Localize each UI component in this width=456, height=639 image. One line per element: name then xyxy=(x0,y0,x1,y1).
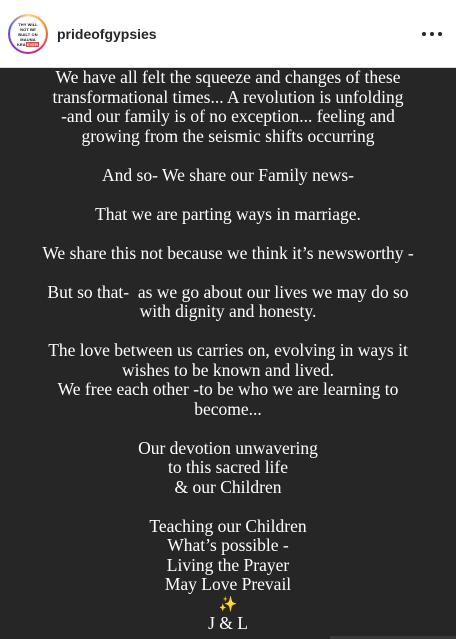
dot xyxy=(430,32,434,36)
post-text-line: Teaching our Children xyxy=(149,515,307,536)
avatar[interactable] xyxy=(8,14,48,54)
post-text-line: But so that- as we go about our lives we may do so xyxy=(47,281,409,302)
post-text-line: We free each other -to be who we are learning to xyxy=(57,379,399,399)
sparkles-icon: ✨ xyxy=(218,594,238,613)
post-text-line: transformational times... A revolution is unfolding xyxy=(52,86,404,107)
avatar-text-line: THY WILL xyxy=(18,21,38,27)
dot xyxy=(422,32,426,36)
post-text-line xyxy=(0,224,456,244)
post-text-line: -and our family is of no exception... feeling and xyxy=(61,106,395,126)
post-text-line xyxy=(0,146,456,166)
post-text xyxy=(0,68,456,634)
post-text-line: with dignity and honesty. xyxy=(139,301,317,321)
avatar-text-highlight: EVER xyxy=(26,41,39,47)
post-text-line: & our Children xyxy=(174,476,282,497)
avatar-text-kea: KEA xyxy=(16,41,26,47)
more-horizontal-icon[interactable] xyxy=(422,26,442,42)
post-text-line: The love between us carries on, evolving in ways it xyxy=(48,340,408,360)
post-text-line: That we are parting ways in marriage. xyxy=(95,203,361,224)
post-text-line: to this sacred life xyxy=(167,457,289,477)
post-text-line: become... xyxy=(194,398,262,419)
post-text-line: wishes to be known and lived. xyxy=(122,359,334,380)
avatar-image xyxy=(10,16,46,52)
post-text-line: May Love Prevail xyxy=(164,574,292,594)
post-text-line xyxy=(0,263,456,283)
post-text-line: Our devotion unwavering xyxy=(138,437,318,458)
post-text-line xyxy=(0,185,456,205)
post-text-line: Living the Prayer xyxy=(166,554,290,575)
username[interactable]: prideofgypsies xyxy=(57,26,157,42)
avatar-text-line: BUILT ON xyxy=(18,31,38,37)
post-text-line: growing from the seismic shifts occurring xyxy=(81,125,375,146)
post-text-line: What’s possible - xyxy=(167,535,289,555)
post-text-line xyxy=(0,419,456,439)
post-text-line: We share this not because we think it’s newsworthy - xyxy=(42,242,414,263)
post-header xyxy=(0,0,456,68)
dot xyxy=(438,32,442,36)
post-text-line: We have all felt the squeeze and changes of these xyxy=(55,67,401,87)
post-text-line xyxy=(0,322,456,342)
post-text-line: And so- We share our Family news- xyxy=(102,164,354,185)
post-text-line xyxy=(0,497,456,517)
post-image[interactable] xyxy=(0,68,456,639)
avatar-text-line xyxy=(17,42,39,47)
avatar-text-line: MAUNA xyxy=(20,36,36,42)
signature: J & L xyxy=(208,613,248,633)
avatar-text-line: NOT BE xyxy=(20,26,36,32)
